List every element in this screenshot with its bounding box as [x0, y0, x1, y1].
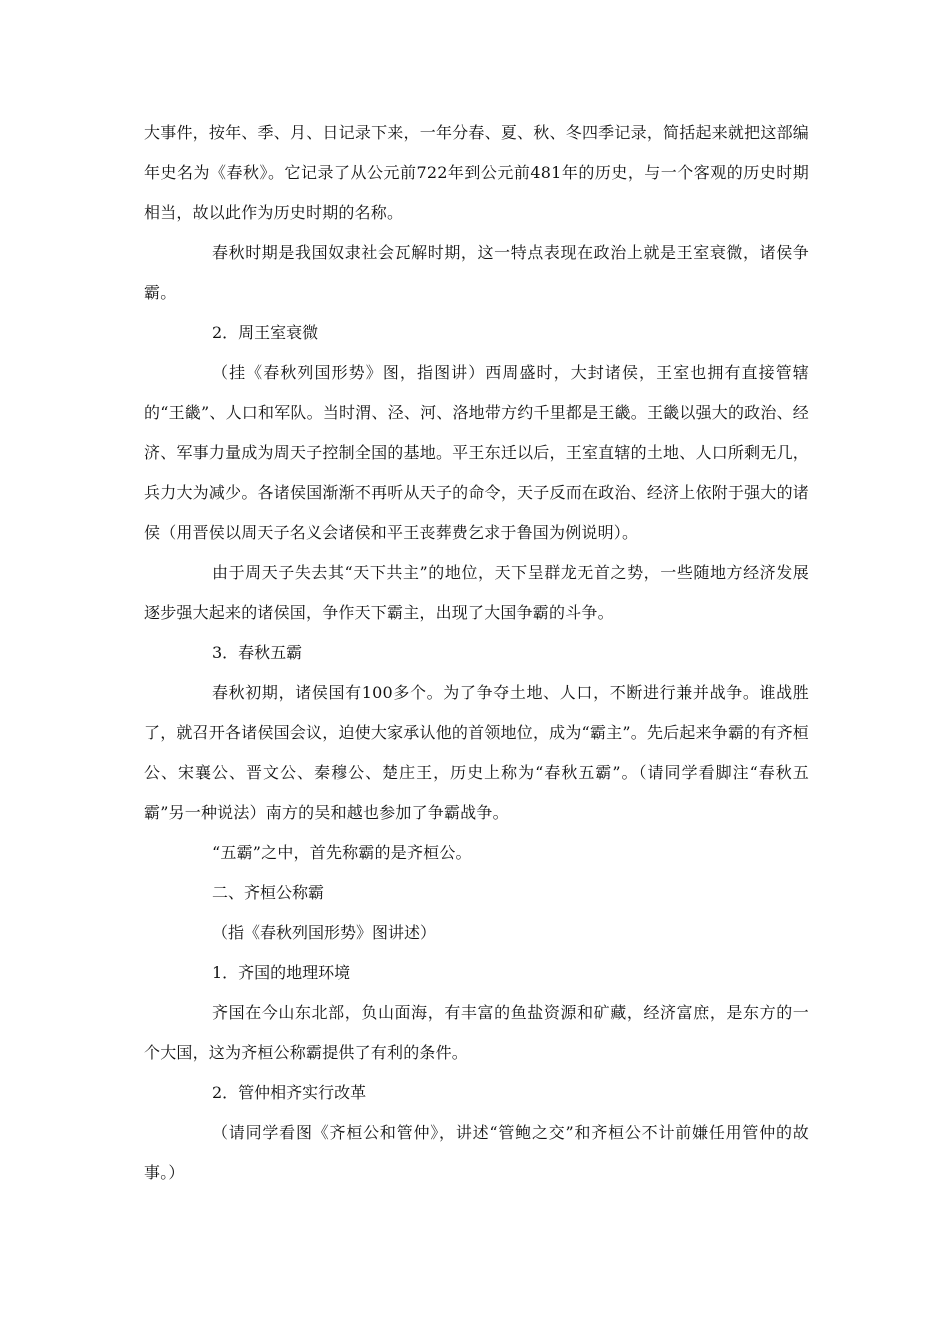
document-body — [144, 113, 809, 1193]
paragraph-zhou-decline: （挂《春秋列国形势》图，指图讲）西周盛时，大封诸侯，王室也拥有直接管辖的“王畿”、人口和军队。当时渭、泾、河、洛地带方约千里都是王畿。王畿以强大的政治、经济、军事力量成为周天子控制全国的基地。平王东迁以后，王室直辖的土地、人口所剩无几，兵力大为减少。各诸侯国渐渐不再听从天子的命令，天子反而在政治、经济上依附于强大的诸侯（用晋侯以周天子名义会诸侯和平王丧葬费乞求于鲁国为例说明）。 — [144, 363, 809, 542]
heading-guan-zhong-reform: 2．管仲相齐实行改革 — [212, 1083, 367, 1102]
paragraph-guan-zhong-story: （请同学看图《齐桓公和管仲》，讲述“管鲍之交”和齐桓公不计前嫌任用管仲的故事。） — [144, 1123, 809, 1182]
paragraph-spring-autumn-character: 春秋时期是我国奴隶社会瓦解时期，这一特点表现在政治上就是王室衰微，诸侯争霸。 — [144, 243, 809, 302]
heading-qi-geography: 1．齐国的地理环境 — [212, 963, 351, 982]
paragraph-chunqiu-origin: 大事件，按年、季、月、日记录下来，一年分春、夏、秋、冬四季记录，简括起来就把这部编年史名为《春秋》。它记录了从公元前722年到公元前481年的历史，与一个客观的历史时期相当，故以此作为历史时期的名称。 — [144, 123, 809, 222]
note-map-reference: （指《春秋列国形势》图讲述） — [212, 923, 437, 942]
heading-five-hegemons: 3．春秋五霸 — [212, 643, 303, 662]
paragraph-qi-geography: 齐国在今山东北部，负山面海，有丰富的鱼盐资源和矿藏，经济富庶，是东方的一个大国，这为齐桓公称霸提供了有利的条件。 — [144, 1003, 809, 1062]
heading-zhou-decline: 2．周王室衰微 — [212, 323, 319, 342]
paragraph-five-hegemons: 春秋初期，诸侯国有100多个。为了争夺土地、人口，不断进行兼并战争。谁战胜了，就召开各诸侯国会议，迫使大家承认他的首领地位，成为“霸主”。先后起来争霸的有齐桓公、宋襄公、晋文公、秦穆公、楚庄王，历史上称为“春秋五霸”。（请同学看脚注“春秋五霸”另一种说法）南方的吴和越也参加了争霸战争。 — [144, 683, 809, 822]
paragraph-first-hegemon: “五霸”之中，首先称霸的是齐桓公。 — [212, 843, 472, 862]
heading-duke-huan: 二、齐桓公称霸 — [212, 883, 325, 902]
paragraph-hegemony-struggle: 由于周天子失去其“天下共主”的地位，天下呈群龙无首之势，一些随地方经济发展逐步强大起来的诸侯国，争作天下霸主，出现了大国争霸的斗争。 — [144, 563, 809, 622]
